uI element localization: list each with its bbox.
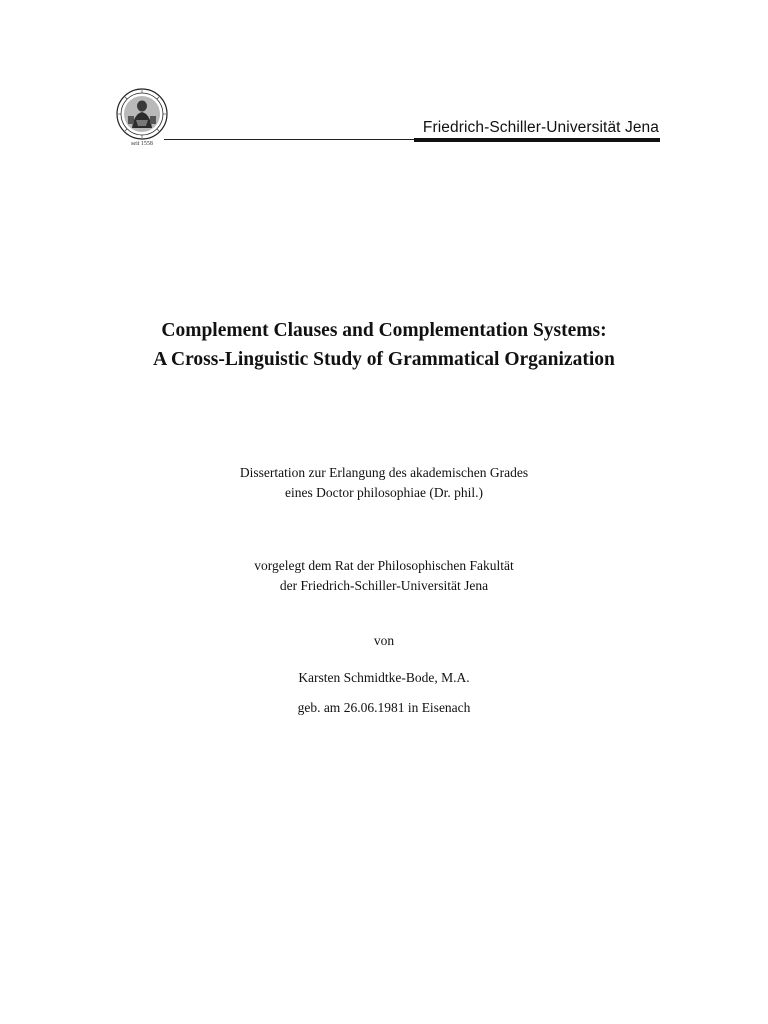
author-birth: geb. am 26.06.1981 in Eisenach [297,700,471,715]
author-by: von [373,633,395,648]
university-seal-icon [116,88,168,140]
title-line-2: A Cross-Linguistic Study of Grammatical Organization [153,349,615,370]
seal-caption: seit 1558 [131,141,153,147]
header-rule-thick [414,138,660,142]
university-name: Friedrich-Schiller-Universität Jena [422,119,659,136]
submission-line-2: der Friedrich-Schiller-Universität Jena [279,578,489,593]
header-rule-thin [164,139,414,140]
author-name: Karsten Schmidtke-Bode, M.A. [298,670,470,685]
degree-statement [134,463,634,503]
submission-line-1: vorgelegt dem Rat der Philosophischen Fakultät [254,558,514,573]
degree-line-2: eines Doctor philosophiae (Dr. phil.) [285,485,483,500]
degree-line-1: Dissertation zur Erlangung des akademischen Grades [239,465,529,480]
title-line-1: Complement Clauses and Complementation Systems: [161,320,607,341]
dissertation-title [80,316,688,374]
submission-statement [134,556,634,596]
